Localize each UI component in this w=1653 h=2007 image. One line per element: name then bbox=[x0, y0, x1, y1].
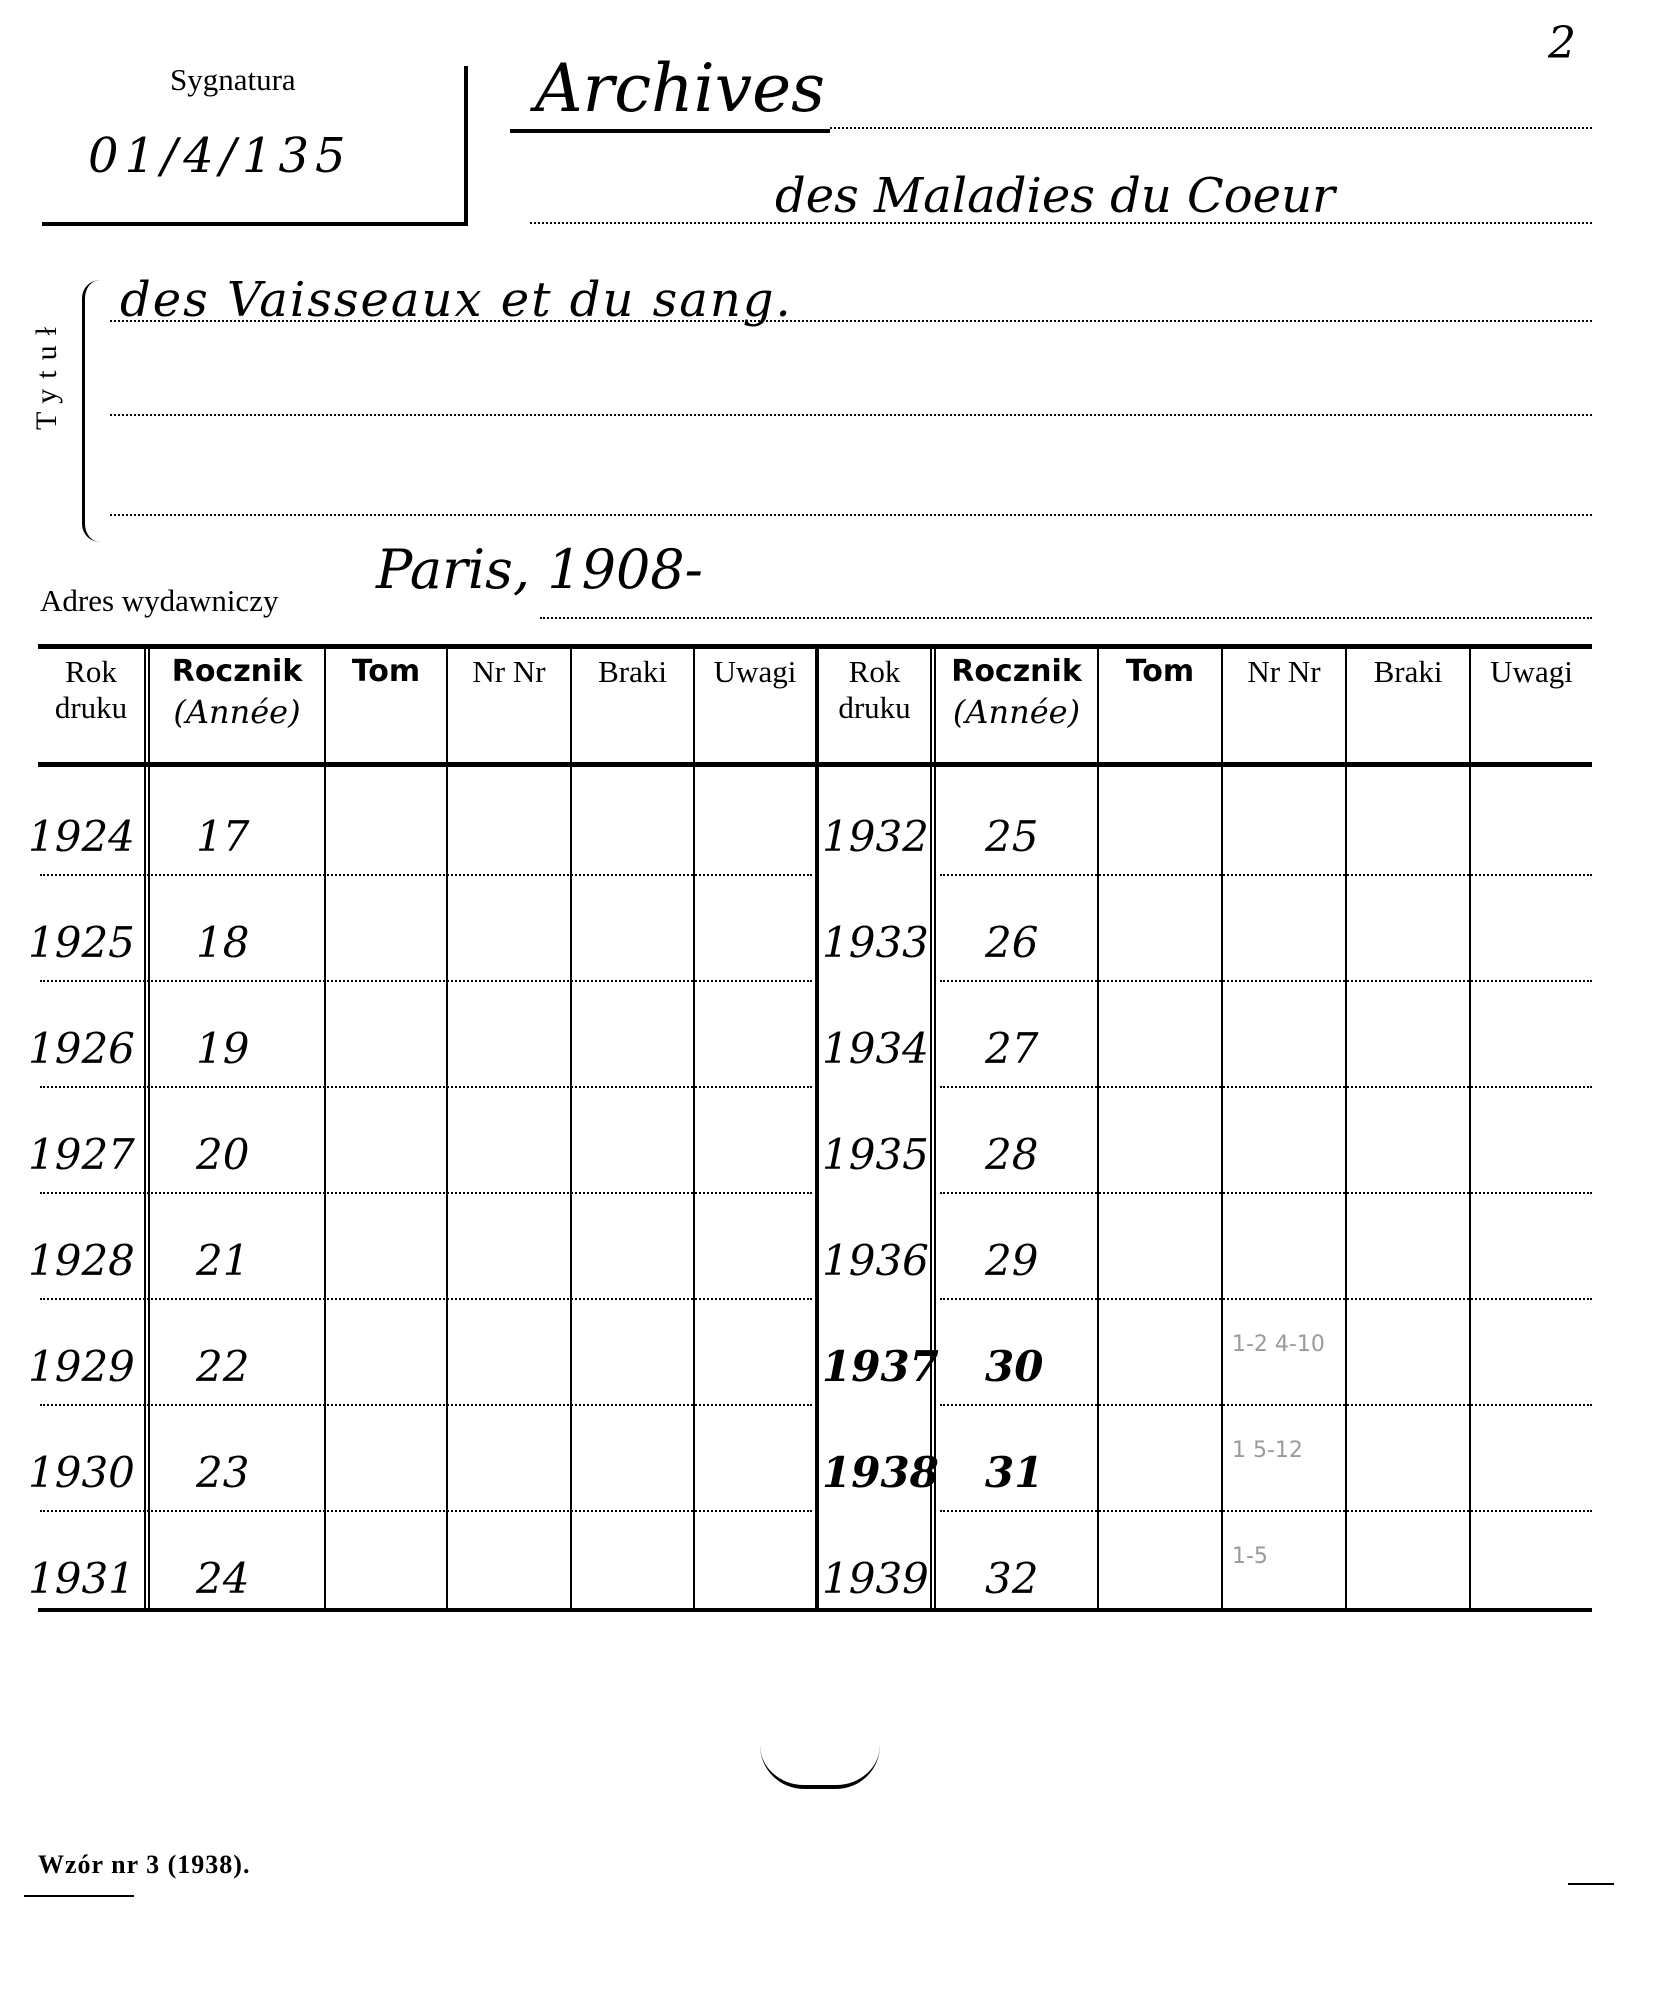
rok-druku-cell: 1924 bbox=[28, 812, 135, 861]
rocznik-cell: 19 bbox=[196, 1024, 250, 1073]
row-dotted-rule bbox=[40, 1298, 812, 1300]
column-divider bbox=[1221, 649, 1223, 1608]
row-dotted-rule bbox=[40, 1086, 812, 1088]
header-tom: Tom bbox=[351, 654, 421, 689]
footer-rule bbox=[24, 1895, 134, 1897]
rok-druku-cell: 1939 bbox=[822, 1554, 929, 1603]
form-number: Wzór nr 3 (1938). bbox=[38, 1850, 251, 1879]
row-dotted-rule bbox=[940, 874, 1592, 876]
adres-label: Adres wydawniczy bbox=[40, 583, 279, 618]
column-divider bbox=[324, 649, 326, 1608]
dotted-rule bbox=[540, 617, 1592, 619]
header-annee-note: (Année) bbox=[952, 693, 1081, 731]
nrnr-cell: 1-5 bbox=[1232, 1544, 1268, 1569]
nrnr-cell: 1 5-12 bbox=[1232, 1438, 1303, 1463]
rok-druku-cell: 1928 bbox=[28, 1236, 135, 1285]
nrnr-cell: 1-2 4-10 bbox=[1232, 1332, 1325, 1357]
header-annee-note: (Année) bbox=[173, 693, 301, 731]
header-uwagi-right: Uwagi bbox=[1490, 654, 1573, 689]
tytul-label: Tytuł bbox=[30, 317, 63, 430]
title-line-2: des Maladies du Coeur bbox=[775, 168, 1335, 224]
header-rok-druku-right: Rok druku bbox=[838, 654, 911, 725]
row-dotted-rule bbox=[940, 1086, 1592, 1088]
rocznik-cell: 22 bbox=[196, 1342, 250, 1391]
rocznik-cell: 24 bbox=[196, 1554, 250, 1603]
rocznik-cell: 31 bbox=[985, 1448, 1044, 1497]
sygnatura-label: Sygnatura bbox=[170, 62, 296, 97]
sygnatura-value: 01/4/135 bbox=[88, 128, 352, 184]
rok-druku-cell: 1937 bbox=[822, 1342, 939, 1391]
header-braki-right: Braki bbox=[1373, 654, 1443, 689]
title-line-3: des Vaisseaux et du sang. bbox=[120, 272, 793, 328]
adres-value: Paris, 1908- bbox=[376, 538, 703, 601]
rocznik-cell: 27 bbox=[985, 1024, 1039, 1073]
rok-druku-cell: 1938 bbox=[822, 1448, 939, 1497]
rocznik-cell: 23 bbox=[196, 1448, 250, 1497]
row-dotted-rule bbox=[40, 1192, 812, 1194]
table-bottom-rule bbox=[38, 1608, 1592, 1612]
rok-druku-cell: 1932 bbox=[822, 812, 929, 861]
rocznik-cell: 29 bbox=[985, 1236, 1039, 1285]
header-tom-right: Tom bbox=[1125, 654, 1195, 689]
rok-druku-cell: 1925 bbox=[28, 918, 135, 967]
rocznik-cell: 20 bbox=[196, 1130, 250, 1179]
rocznik-cell: 26 bbox=[985, 918, 1039, 967]
rocznik-cell: 17 bbox=[196, 812, 250, 861]
header-nrnr-right: Nr Nr bbox=[1247, 654, 1321, 689]
rok-druku-cell: 1935 bbox=[822, 1130, 929, 1179]
column-divider bbox=[144, 649, 150, 1608]
row-dotted-rule bbox=[940, 980, 1592, 982]
sygnatura-underline bbox=[42, 222, 466, 226]
row-dotted-rule bbox=[940, 1404, 1592, 1406]
header-rocznik-label: Rocznik bbox=[171, 654, 303, 689]
title-line-1: Archives bbox=[535, 50, 826, 127]
edge-mark bbox=[1568, 1883, 1614, 1885]
pen-mark bbox=[760, 1745, 880, 1789]
rok-druku-cell: 1930 bbox=[28, 1448, 135, 1497]
dotted-rule bbox=[110, 514, 1592, 516]
dotted-rule bbox=[530, 222, 1592, 224]
row-dotted-rule bbox=[40, 874, 812, 876]
rocznik-cell: 18 bbox=[196, 918, 250, 967]
dotted-rule bbox=[110, 320, 1592, 322]
header-rocznik-label: Rocznik bbox=[951, 654, 1082, 689]
row-dotted-rule bbox=[40, 1404, 812, 1406]
column-divider bbox=[570, 649, 572, 1608]
row-dotted-rule bbox=[940, 1298, 1592, 1300]
center-divider bbox=[815, 649, 819, 1608]
row-dotted-rule bbox=[940, 1192, 1592, 1194]
column-divider bbox=[1469, 649, 1471, 1608]
column-divider bbox=[446, 649, 448, 1608]
rocznik-cell: 21 bbox=[196, 1236, 250, 1285]
rocznik-cell: 25 bbox=[985, 812, 1039, 861]
header-rocznik bbox=[150, 654, 324, 730]
row-dotted-rule bbox=[40, 980, 812, 982]
header-rocznik-right bbox=[936, 654, 1097, 730]
column-divider bbox=[1345, 649, 1347, 1608]
row-dotted-rule bbox=[40, 1510, 812, 1512]
rok-druku-cell: 1933 bbox=[822, 918, 929, 967]
rok-druku-cell: 1934 bbox=[822, 1024, 929, 1073]
dotted-rule bbox=[110, 414, 1592, 416]
rok-druku-cell: 1926 bbox=[28, 1024, 135, 1073]
header-nrnr: Nr Nr bbox=[472, 654, 546, 689]
header-uwagi: Uwagi bbox=[713, 654, 797, 689]
column-divider bbox=[693, 649, 695, 1608]
title-underline bbox=[510, 129, 830, 133]
rocznik-cell: 28 bbox=[985, 1130, 1039, 1179]
tytul-brace bbox=[82, 280, 107, 542]
rok-druku-cell: 1936 bbox=[822, 1236, 929, 1285]
sygnatura-divider bbox=[464, 66, 468, 226]
rok-druku-cell: 1927 bbox=[28, 1130, 135, 1179]
rok-druku-cell: 1931 bbox=[28, 1554, 135, 1603]
rocznik-cell: 30 bbox=[985, 1342, 1044, 1391]
header-rok-druku: Rok druku bbox=[54, 654, 128, 725]
rocznik-cell: 32 bbox=[985, 1554, 1039, 1603]
header-braki: Braki bbox=[598, 654, 667, 689]
rok-druku-cell: 1929 bbox=[28, 1342, 135, 1391]
dotted-rule bbox=[830, 127, 1592, 129]
row-dotted-rule bbox=[940, 1510, 1592, 1512]
column-divider bbox=[1097, 649, 1099, 1608]
page-number: 2 bbox=[1548, 18, 1576, 69]
